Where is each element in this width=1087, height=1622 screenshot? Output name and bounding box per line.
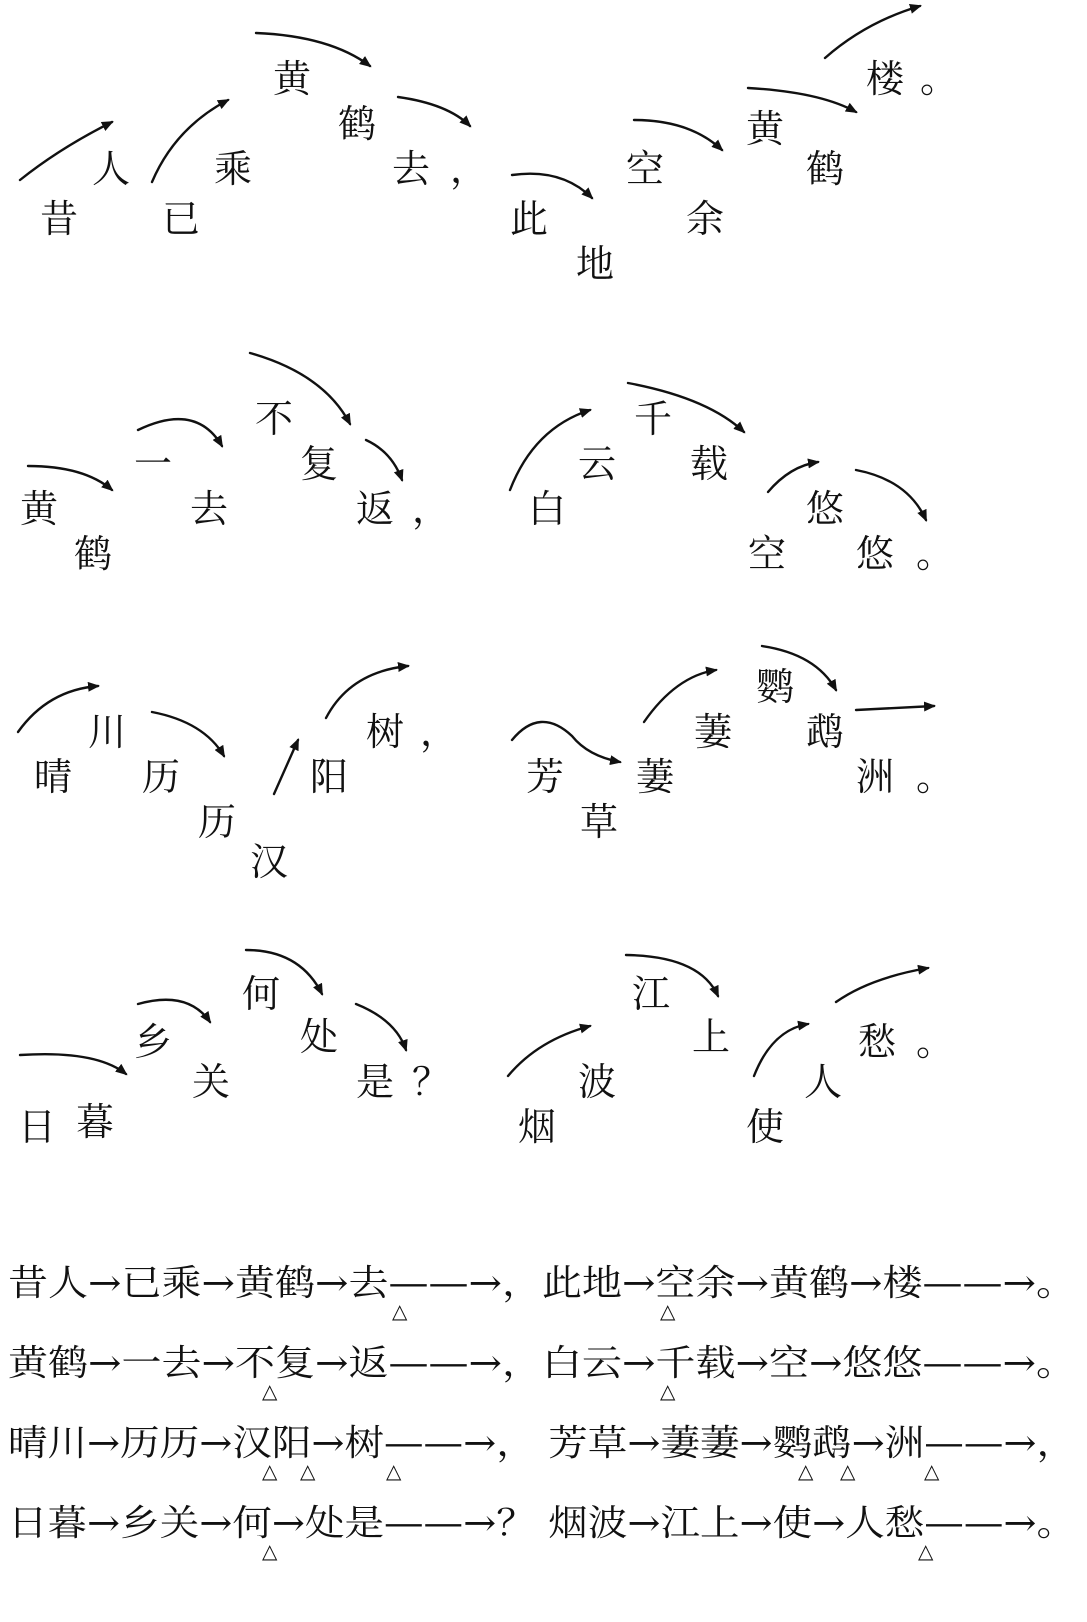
poem-char: 是 (356, 1060, 395, 1104)
poem-char: 鹤 (338, 102, 377, 146)
summary-line-4: 日暮→乡关→何→处是——→？ 烟波→江上→使→人愁——→。 (8, 1503, 1076, 1544)
intonation-arrow (274, 740, 298, 794)
stress-mark: △ (300, 1459, 316, 1483)
poem-char: ， (412, 487, 451, 531)
poem-char: 地 (576, 242, 615, 286)
poem-char: 暮 (76, 1100, 115, 1144)
poem-char: 。 (916, 532, 955, 576)
poem-char: 余 (686, 197, 725, 241)
stress-mark: △ (798, 1459, 814, 1483)
stress-mark: △ (262, 1379, 278, 1403)
poem-char: 洲 (856, 755, 895, 799)
stress-mark: △ (840, 1459, 856, 1483)
poem-line-3 (34, 665, 954, 884)
poem-char: 一 (134, 442, 173, 486)
poem-char: 黄 (273, 57, 312, 101)
stanza-2-arrows (28, 353, 926, 520)
poem-char: 悠 (856, 532, 895, 576)
poem-char: 乡 (134, 1020, 173, 1064)
poem-line-4 (18, 972, 954, 1149)
poem-char: 关 (192, 1060, 231, 1104)
poem-char: 使 (746, 1105, 785, 1149)
poem-char: 昔 (40, 197, 79, 241)
poem-line-1 (40, 57, 958, 286)
intonation-arrow (138, 1000, 210, 1022)
intonation-arrow (856, 706, 934, 710)
intonation-arrow (754, 1024, 808, 1076)
stress-mark: △ (262, 1539, 278, 1563)
intonation-arrow (512, 174, 592, 198)
poem-char: 黄 (20, 487, 59, 531)
poem-char: 人 (92, 147, 131, 191)
poem-char: 鹉 (806, 710, 845, 754)
summary-line-3: 晴川→历历→汉阳→树——→， 芳草→萋萋→鹦鹉→洲——→， (8, 1423, 1076, 1464)
summary-line-2: 黄鹤→一去→不复→返——→，白云→千载→空→悠悠——→。 (8, 1343, 1076, 1384)
intonation-arrow (366, 440, 402, 480)
intonation-arrow (20, 1054, 126, 1074)
poem-char: 空 (626, 147, 665, 191)
poem-char: 历 (198, 800, 237, 844)
poem-char: 乘 (214, 147, 253, 191)
poem-char: 。 (920, 57, 959, 101)
intonation-arrow (356, 1004, 406, 1050)
poem-char: 萋 (694, 710, 733, 754)
poem-char: 已 (162, 197, 201, 241)
poem-char: 此 (510, 197, 549, 241)
summary-block (8, 1263, 1076, 1563)
stress-mark: △ (660, 1299, 676, 1323)
poem-char: 千 (634, 397, 673, 441)
poem-char: ， (450, 147, 489, 191)
poem-char: 愁 (858, 1020, 897, 1064)
poem-char: ， (420, 710, 459, 754)
poem-char: 萋 (636, 755, 675, 799)
summary-line-1: 昔人→已乘→黄鹤→去——→，此地→空余→黄鹤→楼——→。 (8, 1263, 1076, 1304)
poem-char: 芳 (526, 755, 565, 799)
poem-char: 上 (692, 1015, 731, 1059)
stress-mark: △ (918, 1539, 934, 1563)
poem-char: 晴 (34, 755, 73, 799)
intonation-arrow (856, 470, 926, 520)
intonation-arrow (634, 120, 722, 150)
poem-char: 人 (804, 1060, 843, 1104)
poem-char: 鹦 (756, 665, 795, 709)
intonation-arrow (836, 968, 928, 1002)
stress-mark: △ (262, 1459, 278, 1483)
poem-char: 树 (366, 710, 405, 754)
poem-char: 阳 (310, 755, 349, 799)
poem-char: 返 (356, 487, 395, 531)
poem-char: 白 (528, 487, 567, 531)
poem-char: 川 (88, 710, 127, 754)
poem-char: 载 (690, 442, 729, 486)
intonation-arrow (825, 6, 920, 58)
poem-char: 处 (300, 1015, 339, 1059)
poem-line-2 (20, 397, 954, 576)
poem-char: 波 (578, 1060, 617, 1104)
poem-char: 黄 (746, 107, 785, 151)
intonation-arrow (398, 97, 470, 126)
poem-char: 去 (190, 487, 229, 531)
poem-char: 草 (580, 800, 619, 844)
intonation-arrow (18, 686, 98, 732)
intonation-arrow (152, 712, 224, 756)
poem-char: 鹤 (74, 532, 113, 576)
stress-mark: △ (392, 1299, 408, 1323)
stress-mark: △ (660, 1379, 676, 1403)
poem-char: 去 (392, 147, 431, 191)
poem-char: 历 (142, 755, 181, 799)
poem-char: 烟 (518, 1105, 557, 1149)
poem-char: ？ (412, 1060, 451, 1104)
poem-char: 不 (255, 397, 294, 441)
poem-char: 日 (18, 1105, 57, 1149)
poem-char: 复 (300, 442, 339, 486)
poem-char: 楼 (866, 57, 905, 101)
stress-mark: △ (924, 1459, 940, 1483)
stress-mark: △ (386, 1459, 402, 1483)
poem-char: 何 (242, 972, 281, 1016)
poem-char: 汉 (250, 840, 289, 884)
poem-char: 云 (578, 442, 617, 486)
poem-char: 。 (916, 1020, 955, 1064)
poem-char: 鹤 (806, 147, 845, 191)
poem-char: 。 (916, 755, 955, 799)
poem-char: 空 (748, 532, 787, 576)
poem-char: 江 (632, 972, 671, 1016)
poem-char: 悠 (806, 487, 845, 531)
